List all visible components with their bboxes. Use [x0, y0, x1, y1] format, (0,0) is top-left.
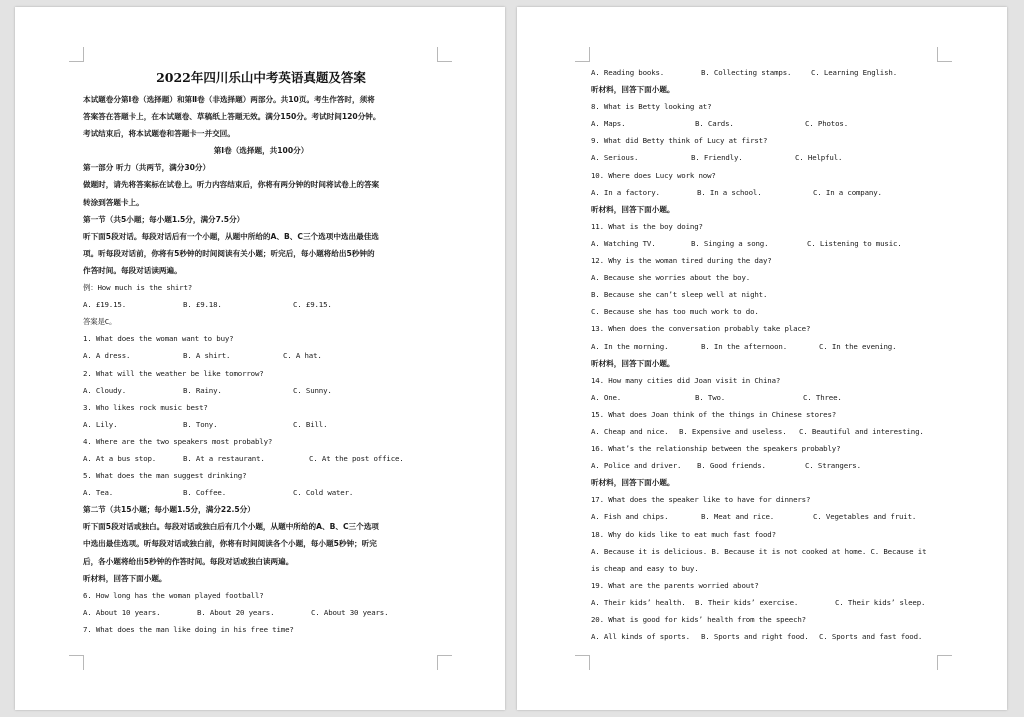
option-a: A. At a bus stop. — [83, 453, 157, 463]
subsection-heading: 第一节（共5小题；每小题1.5分，满分7.5分） — [83, 214, 245, 224]
section-heading: 第Ⅰ卷（选择题，共100分） — [213, 146, 309, 156]
example-question: 例：How much is the shirt? — [83, 283, 193, 293]
question-text: 6. How long has the woman played football? — [83, 590, 264, 600]
question-options — [591, 389, 947, 406]
question-text: 19. What are the parents worried about? — [591, 580, 759, 590]
option-b: B. In the afternoon. — [701, 341, 787, 351]
question-options — [591, 508, 947, 525]
question-text: 8. What is Betty looking at? — [591, 102, 712, 112]
option-c: C. Sports and fast food. — [819, 632, 923, 642]
question-text: 14. How many cities did Joan visit in China? — [591, 375, 781, 385]
option-a: A. £19.15. — [83, 300, 126, 310]
option-c: C. About 30 years. — [311, 607, 389, 617]
instruction-line: 中选出最佳选项。听每段对话或独白前，你将有时间阅读各个小题，每小题5秒钟；听完 — [83, 539, 377, 549]
option-b: B. Because she can’t sleep well at night. — [591, 290, 768, 300]
option-c: C. In the evening. — [819, 341, 897, 351]
question-options — [591, 235, 947, 252]
question-options — [591, 628, 947, 645]
question-text: 4. Where are the two speakers most probably? — [83, 436, 273, 446]
intro-line: 本试题卷分第Ⅰ卷（选择题）和第Ⅱ卷（非选择题）两部分。共10页。考生作答时，须将 — [83, 95, 375, 104]
option-a: A. Reading books. — [591, 68, 665, 77]
intro-line: 答案答在答题卡上，在本试题卷、草稿纸上答题无效。满分150分。考试时间120分钟。 — [83, 112, 381, 122]
option-b: B. Coffee. — [183, 488, 226, 498]
option-b: B. £9.18. — [183, 300, 222, 310]
option-b: B. In a school. — [697, 187, 762, 197]
material-label: 听材料，回答下面小题。 — [591, 358, 675, 368]
option-c: C. At the post office. — [309, 453, 404, 463]
option-b: B. Tony. — [183, 419, 218, 429]
option-c: C. Three. — [803, 392, 842, 402]
crop-mark — [69, 655, 84, 670]
option-a: A. Cloudy. — [83, 385, 126, 395]
question-options — [591, 457, 947, 474]
instruction-line: 转涂到答题卡上。 — [83, 197, 144, 207]
option-a: A. All kinds of sports. — [591, 632, 690, 642]
crop-mark — [69, 47, 84, 62]
option-b: B. Expensive and useless. — [679, 426, 787, 436]
option-b: B. Rainy. — [183, 385, 222, 395]
option-a: A. One. — [591, 392, 622, 402]
instruction-line: 后，各小题将给出5秒钟的作答时间。每段对话或独白读两遍。 — [83, 556, 294, 566]
instruction-line: 听下面5段对话或独白。每段对话或独白后有几个小题，从题中所给的A、B、C三个选项 — [83, 522, 379, 532]
question-text: 9. What did Betty think of Lucy at first? — [591, 136, 768, 146]
option-a: A. Their kids’ health. — [591, 597, 686, 607]
option-a: A. Police and driver. — [591, 461, 682, 471]
option-a: A. Because she worries about the boy. — [591, 273, 751, 283]
question-options-continued: is cheap and easy to buy. — [591, 563, 699, 573]
option-c: C. Helpful. — [795, 153, 843, 163]
question-options — [591, 423, 947, 440]
option-c: C. In a company. — [813, 187, 882, 197]
example-options — [83, 296, 439, 313]
instruction-line: 项。听每段对话前，你将有5秒钟的时间阅读有关小题；听完后，每小题将给出5秒钟的 — [83, 248, 375, 258]
option-a: A. Maps. — [591, 119, 626, 129]
option-a: A. Serious. — [591, 153, 639, 163]
question-text: 1. What does the woman want to buy? — [83, 334, 234, 344]
option-a: A. A dress. — [83, 351, 131, 361]
option-c: C. Strangers. — [805, 461, 861, 471]
question-text: 5. What does the man suggest drinking? — [83, 471, 247, 481]
question-text: 3. Who likes rock music best? — [83, 402, 208, 412]
option-b: B. Sports and right food. — [701, 632, 809, 642]
question-options — [591, 115, 947, 132]
question-options — [591, 184, 947, 201]
option-b: B. Cards. — [695, 119, 734, 129]
crop-mark — [437, 47, 452, 62]
example-answer: 答案是C。 — [83, 317, 117, 327]
crop-mark — [575, 655, 590, 670]
option-b: B. Two. — [695, 392, 726, 402]
part-heading: 第一部分 听力（共两节，满分30分） — [83, 163, 211, 173]
material-label: 听材料，回答下面小题。 — [591, 85, 675, 95]
question-text: 12. Why is the woman tired during the day? — [591, 256, 772, 266]
crop-mark — [575, 47, 590, 62]
document-page-right — [517, 7, 1007, 710]
option-c: C. Their kids’ sleep. — [835, 597, 926, 607]
option-a: A. Tea. — [83, 488, 114, 498]
question-options — [83, 382, 439, 399]
option-a: A. Watching TV. — [591, 238, 656, 248]
instruction-line: 做题时，请先将答案标在试卷上。听力内容结束后，你将有两分钟的时间将试卷上的答案 — [83, 180, 380, 190]
material-label: 听材料，回答下面小题。 — [591, 204, 675, 214]
option-b: B. Friendly. — [691, 153, 743, 163]
question-text: 7. What does the man like doing in his free time? — [83, 624, 294, 634]
option-a: A. Lily. — [83, 419, 118, 429]
intro-line: 考试结束后，将本试题卷和答题卡一并交回。 — [83, 129, 235, 139]
question-options — [83, 484, 439, 501]
question-options — [83, 450, 439, 467]
option-c: C. Because she has too much work to do. — [591, 307, 759, 317]
question-text: 15. What does Joan think of the things in Chinese stores? — [591, 409, 837, 419]
question-text: 16. What’s the relationship between the speakers probably? — [591, 444, 841, 454]
option-b: B. Singing a song. — [691, 238, 769, 248]
question-text: 13. When does the conversation probably take place? — [591, 324, 811, 334]
option-c: C. Listening to music. — [807, 238, 902, 248]
question-options — [83, 416, 439, 433]
option-c: C. Cold water. — [293, 488, 354, 498]
document-page-left — [15, 7, 505, 710]
question-options — [83, 604, 439, 621]
question-text: 20. What is good for kids’ health from the speech? — [591, 615, 806, 624]
question-text: 2. What will the weather be like tomorrow? — [83, 368, 264, 378]
option-b: B. Meat and rice. — [701, 512, 775, 522]
option-b: B. A shirt. — [183, 351, 231, 361]
question-options — [591, 338, 947, 355]
crop-mark — [937, 655, 952, 670]
question-options: A. Because it is delicious. B. Because it is not cooked at home. C. Because it — [591, 546, 927, 556]
option-a: A. Cheap and nice. — [591, 426, 669, 436]
option-c: C. A hat. — [283, 351, 322, 361]
option-a: A. About 10 years. — [83, 607, 161, 617]
option-c: C. Sunny. — [293, 385, 332, 395]
question-options — [83, 347, 439, 364]
crop-mark — [937, 47, 952, 62]
instruction-line: 听下面5段对话。每段对话后有一个小题，从题中所给的A、B、C三个选项中选出最佳选 — [83, 231, 379, 241]
option-c: C. Bill. — [293, 419, 328, 429]
option-c: C. Vegetables and fruit. — [813, 512, 917, 522]
option-c: C. Photos. — [805, 119, 848, 129]
option-c: C. £9.15. — [293, 300, 332, 310]
question-options — [591, 149, 947, 166]
question-options — [591, 64, 947, 81]
option-b: B. Their kids’ exercise. — [695, 597, 799, 607]
question-text: 11. What is the boy doing? — [591, 221, 703, 231]
question-text: 10. Where does Lucy work now? — [591, 170, 716, 180]
subsection-heading: 第二节（共15小题；每小题1.5分，满分22.5分） — [83, 505, 255, 515]
material-label: 听材料，回答下面小题。 — [83, 573, 167, 583]
option-a: A. Fish and chips. — [591, 512, 669, 522]
crop-mark — [437, 655, 452, 670]
option-a: A. In the morning. — [591, 341, 669, 351]
option-b: B. At a restaurant. — [183, 453, 265, 463]
option-b: B. Good friends. — [697, 461, 766, 471]
option-c: C. Beautiful and interesting. — [799, 426, 924, 436]
document-title: 2022年四川乐山中考英语真题及答案 — [156, 70, 366, 85]
option-b: B. About 20 years. — [197, 607, 275, 617]
option-a: A. In a factory. — [591, 187, 660, 197]
option-b: B. Collecting stamps. — [701, 68, 792, 77]
question-options — [591, 594, 947, 611]
question-text: 18. Why do kids like to eat much fast food? — [591, 529, 776, 539]
option-c: C. Learning English. — [811, 68, 897, 77]
material-label: 听材料，回答下面小题。 — [591, 478, 675, 488]
question-text: 17. What does the speaker like to have for dinners? — [591, 495, 811, 505]
instruction-line: 作答时间。每段对话读两遍。 — [83, 265, 182, 275]
